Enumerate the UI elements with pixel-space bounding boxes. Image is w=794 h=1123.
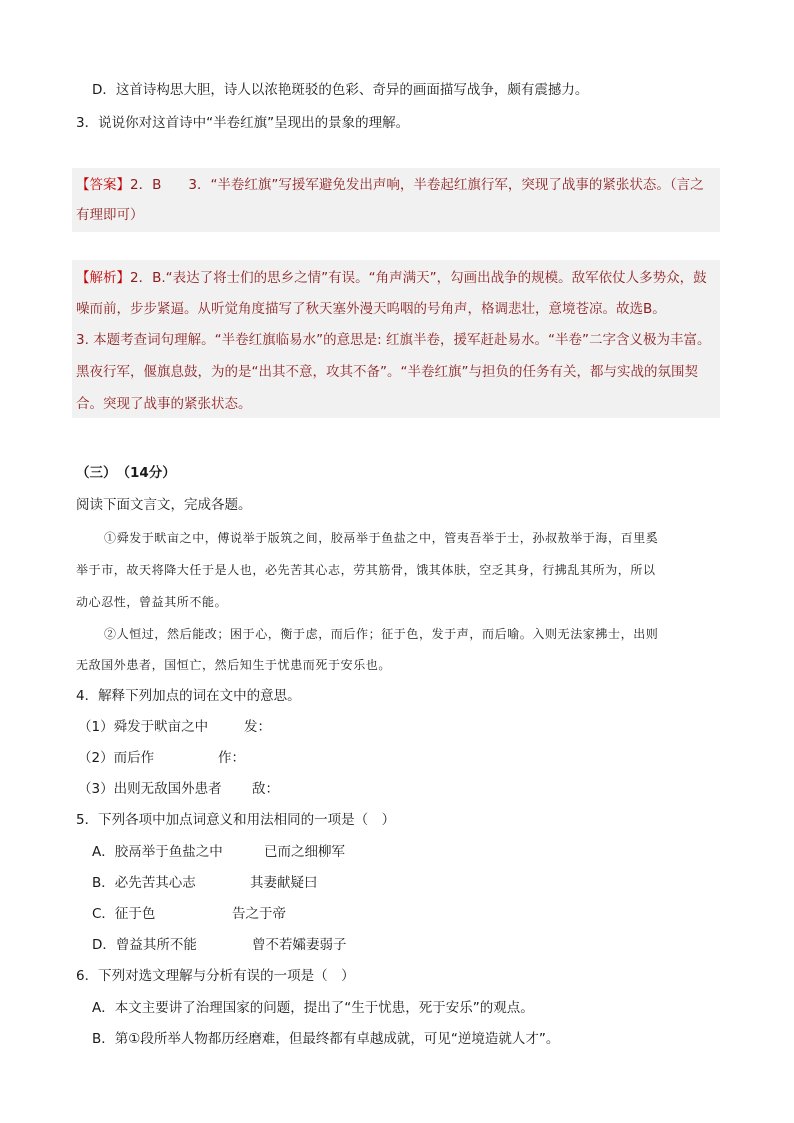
q5-option-a-right: 已而之细柳军 [264, 844, 345, 860]
q5-option-c-right: 告之于帝 [232, 906, 286, 922]
answer-tag: 【答案】 [76, 177, 130, 193]
analysis-line-2: 噪而前，步步紧逼。从听觉角度描写了秋天塞外漫天呜咽的号角声，格调悲壮，意境苍凉。故选B。 [76, 301, 666, 317]
q4-item-3-word: 敌： [252, 781, 279, 797]
analysis-line-1 [76, 268, 707, 288]
q6-option-a: A．本文主要讲了治理国家的问题，提出了“生于忧患，死于安乐”的观点。 [92, 1000, 534, 1016]
q6-option-b: B．第①段所举人物都历经磨难，但最终都有卓越成就，可见“逆境造就人才”。 [92, 1031, 560, 1047]
q4-item-2-word: 作： [218, 750, 245, 766]
analysis-text-1: 2．B.“表达了将士们的思乡之情”有误。“角声满天”，勾画出战争的规模。敌军依仗人多势众，鼓 [130, 270, 707, 286]
answer-line-1 [76, 175, 704, 195]
section-heading: （三） （14分） [76, 465, 176, 481]
q5-option-c [92, 904, 286, 924]
classical-p1-line-3: 动心忍性，曾益其所不能。 [76, 595, 228, 609]
answer-line-2: 有理即可） [76, 207, 144, 223]
q4-item-1-phrase: （1）舜发于畎亩之中 [78, 719, 209, 735]
question-4: 4．解释下列加点的词在文中的意思。 [76, 688, 301, 704]
q5-option-b [92, 873, 318, 893]
q4-item-2 [78, 748, 245, 768]
q5-option-a [92, 842, 345, 862]
q5-option-b-left: B．必先苦其心志 [92, 875, 196, 891]
q5-option-b-right: 其妻献疑曰 [250, 875, 318, 891]
option-d: D．这首诗构思大胆，诗人以浓艳斑驳的色彩、奇异的画面描写战争，颇有震撼力。 [92, 82, 589, 98]
question-6: 6．下列对选文理解与分析有误的一项是（ ） [76, 968, 355, 984]
classical-p1-line-2: 举于市，故天将降大任于是人也，必先苦其心志，劳其筋骨，饿其体肤，空乏其身，行拂乱其所为，所以 [76, 563, 656, 577]
question-5: 5．下列各项中加点词意义和用法相同的一项是（ ） [76, 812, 396, 828]
q5-option-d-right: 曾不若孀妻弱子 [252, 937, 347, 953]
classical-p1-line-1: ①舜发于畎亩之中，傅说举于版筑之间，胶鬲举于鱼盐之中，管夷吾举于士，孙叔敖举于海，百里奚 [104, 531, 659, 545]
classical-p2-line-2: 无敌国外患者，国恒亡，然后知生于忧患而死于安乐也。 [76, 658, 392, 672]
q4-item-1-word: 发： [244, 719, 271, 735]
analysis-tag: 【解析】 [76, 270, 130, 286]
question-3: 3．说说你对这首诗中“半卷红旗”呈现出的景象的理解。 [76, 115, 410, 131]
answer-text-1: 2．B 3．“半卷红旗”写援军避免发出声响，半卷起红旗行军，突现了战事的紧张状态。（言之 [130, 177, 704, 193]
analysis-line-3: 3. 本题考查词句理解。“半卷红旗临易水”的意思是: 红旗半卷，援军赶赴易水。“半卷”二字含义极为丰富。 [76, 332, 711, 348]
classical-p2-line-1: ②人恒过，然后能改；困于心，衡于虑，而后作；征于色，发于声，而后喻。入则无法家拂士，出则 [104, 627, 659, 641]
q5-option-d [92, 935, 347, 955]
q4-item-2-phrase: （2）而后作 [78, 750, 155, 766]
q4-item-3-phrase: （3）出则无敌国外患者 [78, 781, 222, 797]
analysis-line-4: 黑夜行军，偃旗息鼓，为的是“出其不意，攻其不备”。“半卷红旗”与担负的任务有关，都与实战的氛围契 [76, 364, 698, 380]
analysis-line-5: 合。突现了战事的紧张状态。 [76, 396, 252, 412]
q5-option-a-left: A．胶鬲举于鱼盐之中 [92, 844, 223, 860]
section-instruction: 阅读下面文言文，完成各题。 [76, 497, 252, 513]
q4-item-1 [78, 717, 271, 737]
q4-item-3 [78, 779, 279, 799]
q5-option-d-left: D．曾益其所不能 [92, 937, 197, 953]
q5-option-c-left: C．征于色 [92, 906, 156, 922]
